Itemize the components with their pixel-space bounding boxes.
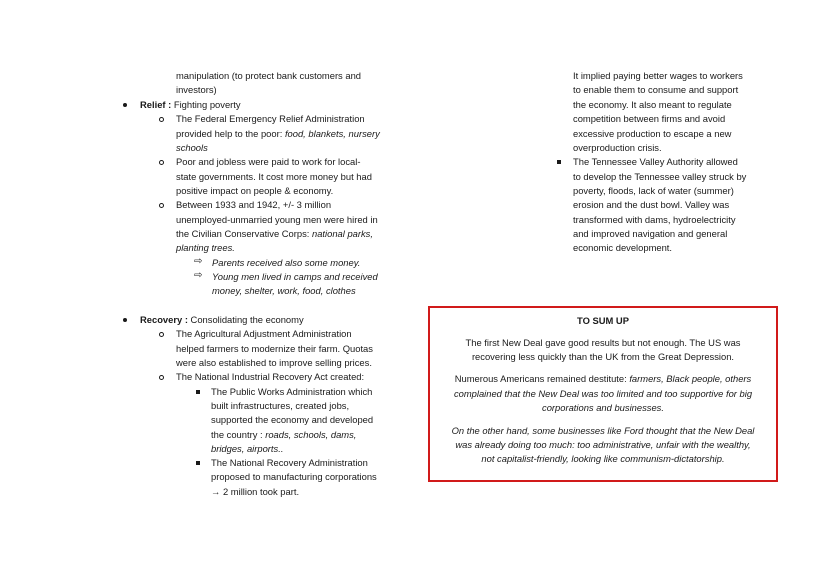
relief-item-line: positive impact on people & economy. [176, 185, 334, 196]
right-line: excessive production to escape a new [573, 128, 732, 139]
sum-up-text: corporations and businesses. [542, 402, 664, 413]
recovery-item-line: were also established to improve selling prices. [176, 357, 372, 368]
square-bullet-icon [557, 160, 561, 164]
circle-bullet-icon [159, 160, 164, 165]
relief-item-line: provided help to the poor: food, blankets, nursery [176, 128, 380, 139]
circle-bullet-icon [159, 375, 164, 380]
square-bullet-icon [196, 461, 200, 465]
arrow-right-icon: ⇨ [194, 256, 203, 267]
subitem-line: The National Recovery Administration [211, 457, 368, 468]
right-line: It implied paying better wages to workers [573, 70, 743, 81]
subitem-line: supported the economy and developed [211, 414, 374, 425]
recovery-item-line: The Agricultural Adjustment Administration [176, 328, 352, 339]
arrow-item-line: Parents received also some money. [212, 257, 361, 268]
tva-line: The Tennessee Valley Authority allowed [573, 156, 738, 167]
relief-item-line: schools [176, 142, 208, 153]
sum-up-text: recovering less quickly than the UK from the Great Depression. [471, 351, 735, 362]
sum-up-text: complained that the New Deal was too limited and too supportive for big [453, 388, 753, 399]
circle-bullet-icon [159, 332, 164, 337]
relief-heading [140, 98, 241, 112]
subitem-line: built infrastructures, created jobs, [211, 400, 350, 411]
bullet-icon [123, 318, 127, 322]
subitem-line: → 2 million took part. [211, 486, 300, 497]
circle-bullet-icon [159, 203, 164, 208]
sum-up-text: The first New Deal gave good results but not enough. The US was [465, 337, 741, 348]
recovery-item-line: The National Industrial Recovery Act created: [176, 371, 365, 382]
subitem-line: The Public Works Administration which [211, 386, 373, 397]
right-line: competition between firms and avoid [573, 113, 726, 124]
intro-line: manipulation (to protect bank customers and [176, 70, 361, 81]
recovery-heading [140, 313, 304, 327]
arrow-item-line: Young men lived in camps and received [212, 271, 378, 282]
tva-line: to develop the Tennessee valley struck by [573, 171, 747, 182]
sum-up-text: not capitalist-friendly, looking like communism-dictatorship. [481, 453, 725, 464]
intro-line: investors) [176, 84, 217, 95]
relief-item-line: The Federal Emergency Relief Administration [176, 113, 365, 124]
sum-up-text: On the other hand, some businesses like Ford thought that the New Deal [451, 425, 755, 436]
subitem-line: the country : roads, schools, dams, [211, 429, 357, 440]
tva-line: erosion and the dust bowl. Valley was [573, 199, 730, 210]
tva-line: poverty, floods, lack of water (summer) [573, 185, 734, 196]
relief-item-line: unemployed-unmarried young men were hired in [176, 214, 378, 225]
right-line: the economy. It also meant to regulate [573, 99, 732, 110]
arrow-item-line: money, shelter, work, food, clothes [212, 285, 356, 296]
right-line: to enable them to consume and support [573, 84, 739, 95]
subitem-line: proposed to manufacturing corporations [211, 471, 377, 482]
sum-up-title: TO SUM UP [577, 315, 629, 326]
relief-item-line: Between 1933 and 1942, +/- 3 million [176, 199, 332, 210]
relief-item-line: state governments. It cost more money but had [176, 171, 372, 182]
sum-up-text: was already doing too much: too administrative, unfair with the wealthy, [455, 439, 751, 450]
recovery-label: Recovery : [140, 314, 188, 325]
relief-title: Fighting poverty [171, 99, 241, 110]
relief-item-line: planting trees. [176, 242, 235, 253]
arrow-right-icon: ⇨ [194, 270, 203, 281]
relief-item-line: the Civilian Conservative Corps: national parks, [176, 228, 373, 239]
square-bullet-icon [196, 390, 200, 394]
sum-up-text: Numerous Americans remained destitute: farmers, Black people, others [454, 373, 752, 384]
bullet-icon [123, 103, 127, 107]
relief-item-line: Poor and jobless were paid to work for local- [176, 156, 361, 167]
relief-label: Relief : [140, 99, 172, 110]
recovery-item-line: helped farmers to modernize their farm. Quotas [176, 343, 373, 354]
tva-line: transformed with dams, hydroelectricity [573, 214, 736, 225]
right-line: overproduction crisis. [573, 142, 662, 153]
tva-line: economic development. [573, 242, 673, 253]
recovery-title: Consolidating the economy [187, 314, 304, 325]
circle-bullet-icon [159, 117, 164, 122]
tva-line: and improved navigation and general [573, 228, 728, 239]
subitem-line: bridges, airports.. [211, 443, 284, 454]
